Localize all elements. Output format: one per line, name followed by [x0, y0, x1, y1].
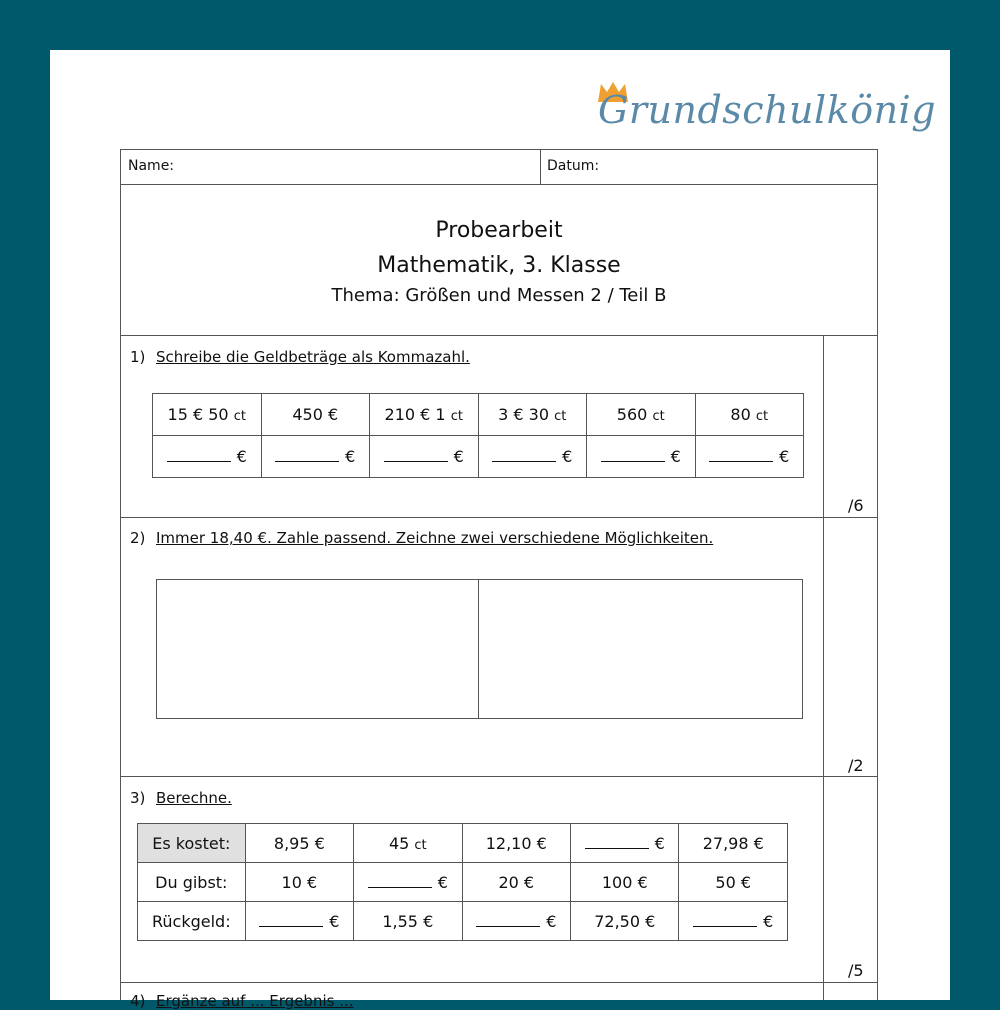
cost-cell: 45 ct	[354, 824, 462, 863]
date-field[interactable]	[610, 154, 870, 178]
task-4-instruction: Ergänze auf ... Ergebnis ...	[156, 992, 354, 1010]
given-cell: 10 €	[245, 863, 353, 902]
change-answer-field[interactable]: €	[462, 902, 570, 941]
page-title: Probearbeit	[435, 218, 563, 243]
task-1-number: 1)	[130, 348, 146, 366]
task-2-instruction: Immer 18,40 €. Zahle passend. Zeichne zwei verschiedene Möglichkeiten.	[156, 529, 714, 547]
drawing-box-2[interactable]	[479, 579, 803, 719]
task-1-amount: 560 ct	[587, 394, 696, 436]
task-3-number: 3)	[130, 789, 146, 807]
given-cell: 20 €	[462, 863, 570, 902]
page-subtitle: Mathematik, 3. Klasse	[377, 253, 621, 278]
drawing-box-1[interactable]	[156, 579, 479, 719]
name-label: Name:	[128, 158, 175, 174]
task-1-heading	[130, 348, 470, 366]
cost-cell: 12,10 €	[462, 824, 570, 863]
task-1-amount: 15 € 50 ct	[153, 394, 262, 436]
topic-line: Thema: Größen und Messen 2 / Teil B	[331, 285, 667, 306]
date-label: Datum:	[547, 158, 600, 174]
change-cell: 1,55 €	[354, 902, 462, 941]
change-answer-field[interactable]: €	[679, 902, 788, 941]
task-1-answer-field[interactable]: €	[587, 436, 696, 478]
given-cell: 50 €	[679, 863, 788, 902]
task-1-answer-field[interactable]: €	[261, 436, 370, 478]
task-4-number: 4)	[130, 992, 146, 1010]
name-field[interactable]	[200, 154, 530, 178]
task-1-table	[152, 393, 804, 478]
row-label-given: Du gibst:	[138, 863, 246, 902]
task-1-answer-field[interactable]: €	[478, 436, 587, 478]
task-1-amount: 80 ct	[695, 394, 804, 436]
row-label-cost: Es kostet:	[138, 824, 246, 863]
task-4-heading	[130, 992, 354, 1010]
task-2-number: 2)	[130, 529, 146, 547]
cost-cell: 8,95 €	[245, 824, 353, 863]
task-2-heading	[130, 529, 713, 547]
task-2-score: /2	[848, 756, 864, 775]
cost-answer-field[interactable]: €	[571, 824, 679, 863]
given-answer-field[interactable]: €	[354, 863, 462, 902]
task-3-table	[137, 823, 788, 941]
brand-logo	[598, 80, 937, 140]
brand-name: Grundschulkönig	[598, 88, 937, 132]
task-1-amount: 3 € 30 ct	[478, 394, 587, 436]
task-1-instruction: Schreibe die Geldbeträge als Kommazahl.	[156, 348, 470, 366]
task-1-answer-field[interactable]: €	[695, 436, 804, 478]
change-cell: 72,50 €	[571, 902, 679, 941]
task-1-amount: 210 € 1 ct	[370, 394, 479, 436]
task-1-score: /6	[848, 496, 864, 515]
task-1-answer-field[interactable]: €	[370, 436, 479, 478]
row-label-change: Rückgeld:	[138, 902, 246, 941]
task-3-heading	[130, 789, 232, 807]
cost-cell: 27,98 €	[679, 824, 788, 863]
worksheet-page	[50, 50, 950, 1010]
task-1-amount: 450 €	[261, 394, 370, 436]
task-3-instruction: Berechne.	[156, 789, 232, 807]
task-1-answer-field[interactable]: €	[153, 436, 262, 478]
given-cell: 100 €	[571, 863, 679, 902]
change-answer-field[interactable]: €	[245, 902, 353, 941]
task-3-score: /5	[848, 961, 864, 980]
